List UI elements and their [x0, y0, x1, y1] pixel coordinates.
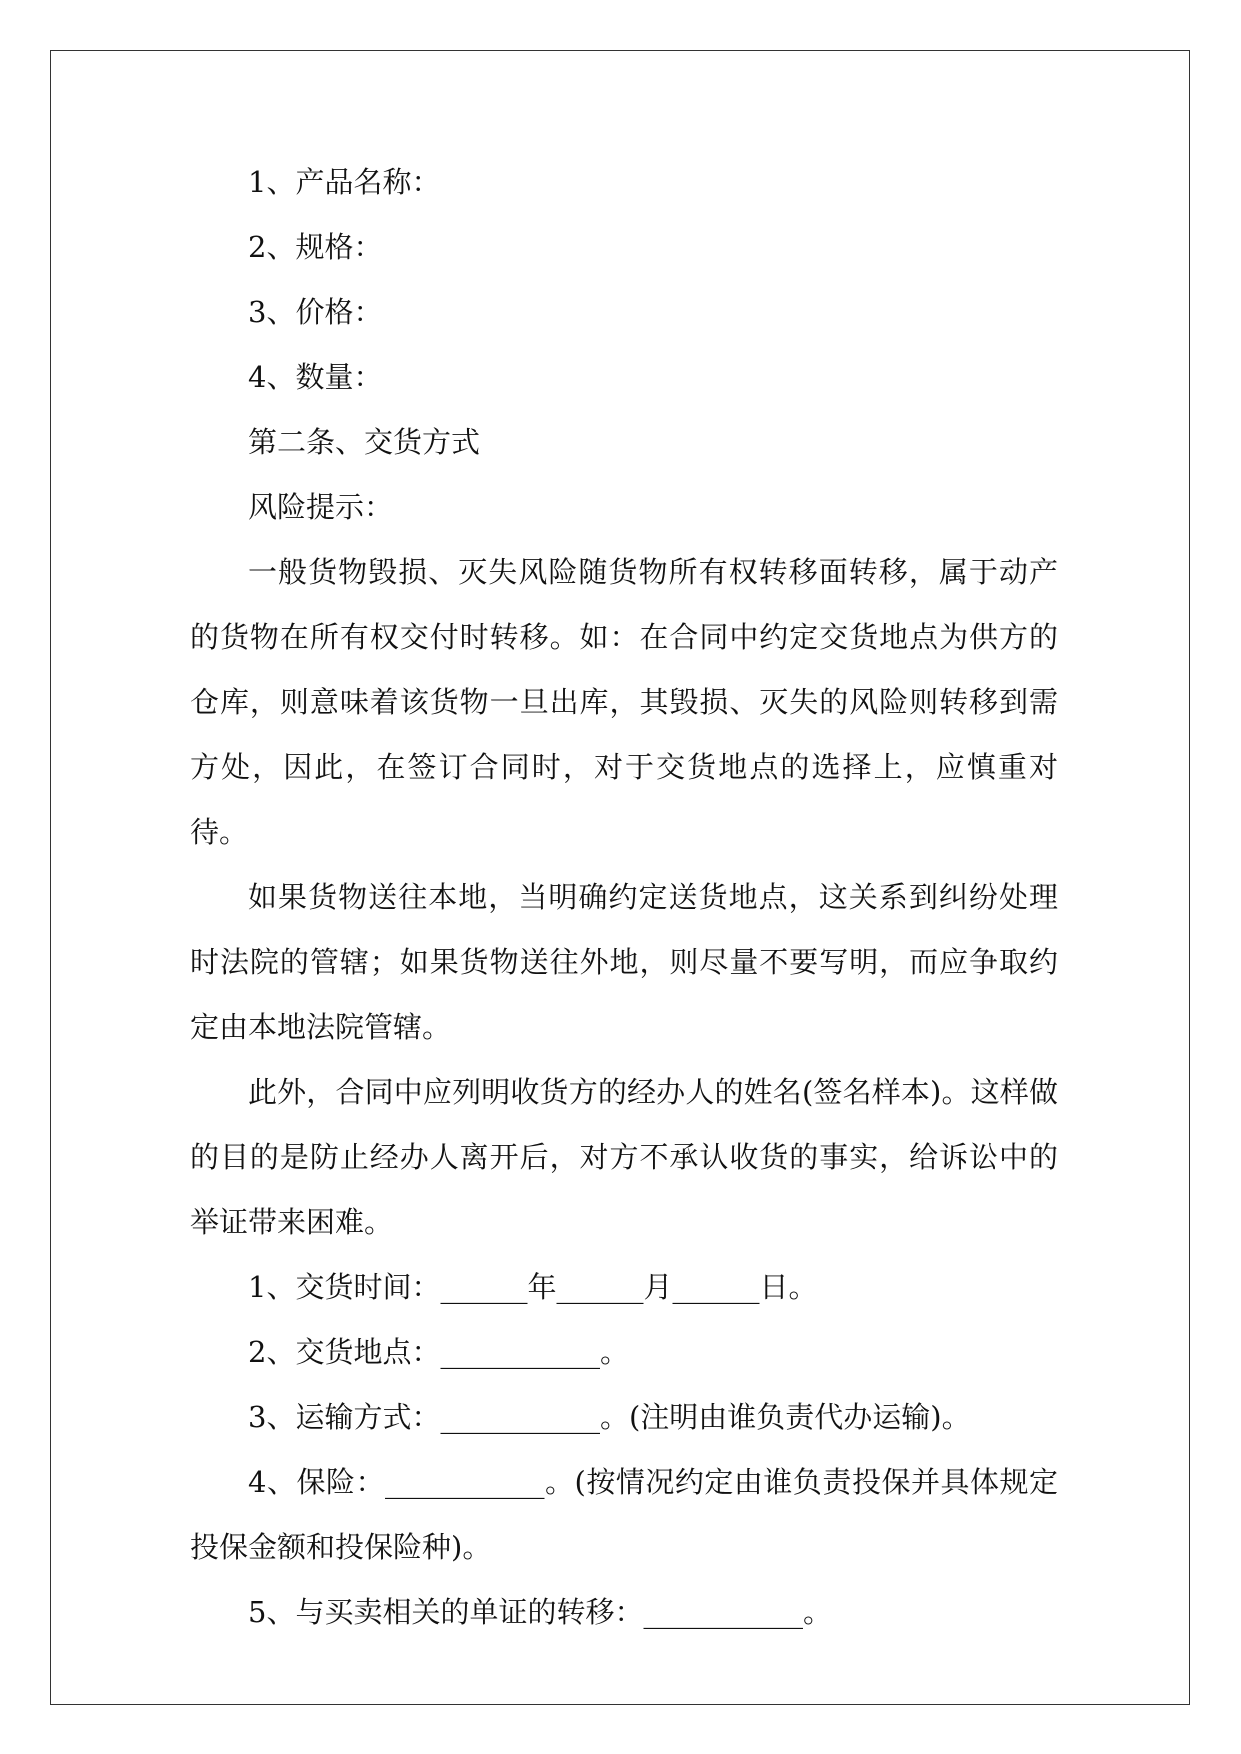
- item-price: 3、价格：: [248, 295, 383, 329]
- section-heading: 第二条、交货方式: [248, 425, 481, 459]
- document-body: [190, 150, 1058, 1645]
- documents-transfer: 5、与买卖相关的单证的转移：___________。: [248, 1595, 832, 1629]
- item-quantity: 4、数量：: [248, 360, 383, 394]
- delivery-time: 1、交货时间：______年______月______日。: [248, 1270, 818, 1304]
- item-specification: 2、规格：: [248, 230, 383, 264]
- delivery-place: 2、交货地点：___________。: [248, 1335, 629, 1369]
- paragraph-delivery-location: 如果货物送往本地，当明确约定送货地点，这关系到纠纷处理时法院的管辖；如果货物送往外地，则尽量不要写明，而应争取约定由本地法院管辖。: [190, 880, 1058, 1044]
- risk-label: 风险提示：: [248, 490, 394, 524]
- paragraph-consignee: 此外，合同中应列明收货方的经办人的姓名(签名样本)。这样做的目的是防止经办人离开后，对方不承认收货的事实，给诉讼中的举证带来困难。: [190, 1075, 1058, 1239]
- item-product-name: 1、产品名称：: [248, 165, 441, 199]
- transport-method: 3、运输方式：___________。(注明由谁负责代办运输)。: [248, 1400, 971, 1434]
- insurance-item: 4、保险：___________。(按情况约定由谁负责投保并具体规定投保金额和投保险种)。: [190, 1465, 1058, 1564]
- paragraph-risk-transfer: 一般货物毁损、灭失风险随货物所有权转移面转移，属于动产的货物在所有权交付时转移。如：在合同中约定交货地点为供方的仓库，则意味着该货物一旦出库，其毁损、灭失的风险则转移到需方处，因此，在签订合同时，对于交货地点的选择上，应慎重对待。: [190, 555, 1058, 849]
